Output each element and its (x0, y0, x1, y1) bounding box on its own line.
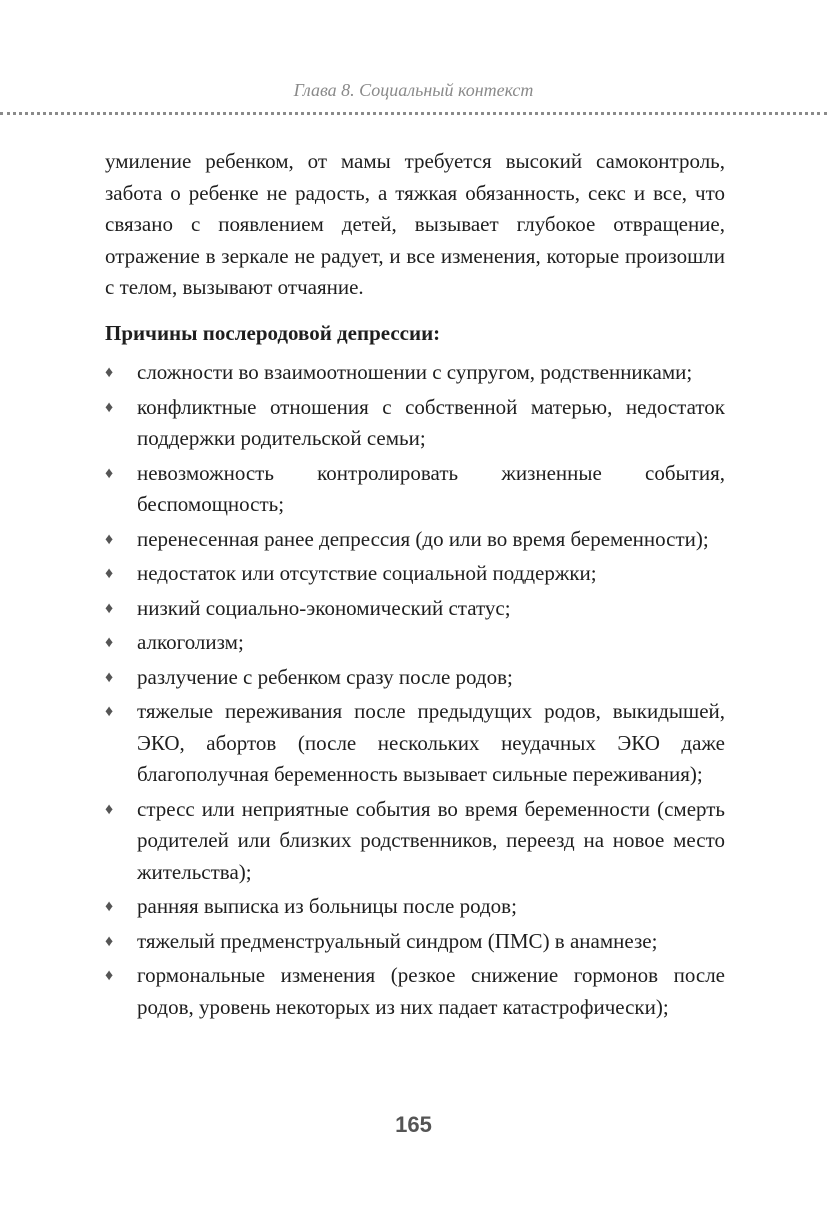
list-item-text: разлучение с ребенком сразу после родов; (137, 664, 513, 689)
diamond-bullet-icon: ♦ (105, 703, 114, 720)
list-item-text: невозможность контролировать жизненные события, беспомощность; (137, 460, 725, 516)
diamond-bullet-icon: ♦ (105, 932, 114, 950)
list-item-text: стресс или неприятные события во время беременности (смерть родителей или близких родственников, переезд на новое место жительства); (137, 796, 725, 884)
list-item (105, 392, 725, 455)
section-heading: Причины послеродовой депрессии: (105, 320, 441, 345)
list-item (105, 627, 725, 659)
list-item (105, 524, 725, 556)
diamond-bullet-icon: ♦ (105, 898, 114, 915)
diamond-bullet-icon: ♦ (105, 464, 114, 482)
header-divider (0, 112, 827, 115)
list-item (105, 960, 725, 1023)
list-item-text: ранняя выписка из больницы после родов; (137, 894, 517, 918)
list-item (105, 558, 725, 590)
list-item (105, 357, 725, 389)
page-number: 165 (395, 1112, 432, 1137)
diamond-bullet-icon: ♦ (105, 967, 114, 984)
diamond-bullet-icon: ♦ (105, 599, 114, 617)
body-text (105, 146, 725, 1026)
list-item-text: тяжелый предменструальный синдром (ПМС) в анамнезе; (137, 928, 658, 953)
diamond-bullet-icon: ♦ (105, 634, 114, 651)
diamond-bullet-icon: ♦ (105, 668, 114, 686)
list-item (105, 926, 725, 958)
causes-list (105, 357, 725, 1023)
list-item-text: гормональные изменения (резкое снижение гормонов после родов, уровень некоторых из них падает катастрофически); (137, 963, 725, 1019)
diamond-bullet-icon: ♦ (105, 364, 114, 381)
list-item (105, 662, 725, 694)
list-item-text: недостаток или отсутствие социальной поддержки; (137, 561, 597, 585)
diamond-bullet-icon: ♦ (105, 398, 114, 416)
list-item-text: алкоголизм; (137, 630, 244, 654)
diamond-bullet-icon: ♦ (105, 530, 114, 548)
diamond-bullet-icon: ♦ (105, 800, 114, 818)
paragraph: умиление ребенком, от мамы требуется высокий самоконтроль, забота о ребенке не радость, а тяжкая обязанность, секс и все, что связано с появлением детей, вызывает глубокое отвращение, отражение в зеркале не радует, и все изменения, которые произошли с телом, вызывают отчаяние. (105, 149, 725, 299)
list-item-text: конфликтные отношения с собственной матерью, недостаток поддержки родительской семьи; (137, 394, 725, 450)
diamond-bullet-icon: ♦ (105, 565, 114, 582)
running-head: Глава 8. Социальный контекст (293, 80, 534, 100)
list-item (105, 696, 725, 791)
list-item-text: тяжелые переживания после предыдущих родов, выкидышей, ЭКО, абортов (после нескольких неудачных ЭКО даже благополучная беременность вызывает сильные переживания); (137, 699, 725, 786)
list-item-text: перенесенная ранее депрессия (до или во время беременности); (137, 526, 709, 551)
list-item-text: сложности во взаимоотношении с супругом, родственниками; (137, 360, 693, 384)
list-item-text: низкий социально-экономический статус; (137, 595, 511, 620)
list-item (105, 458, 725, 521)
list-item (105, 891, 725, 923)
list-item (105, 794, 725, 889)
list-item (105, 593, 725, 625)
